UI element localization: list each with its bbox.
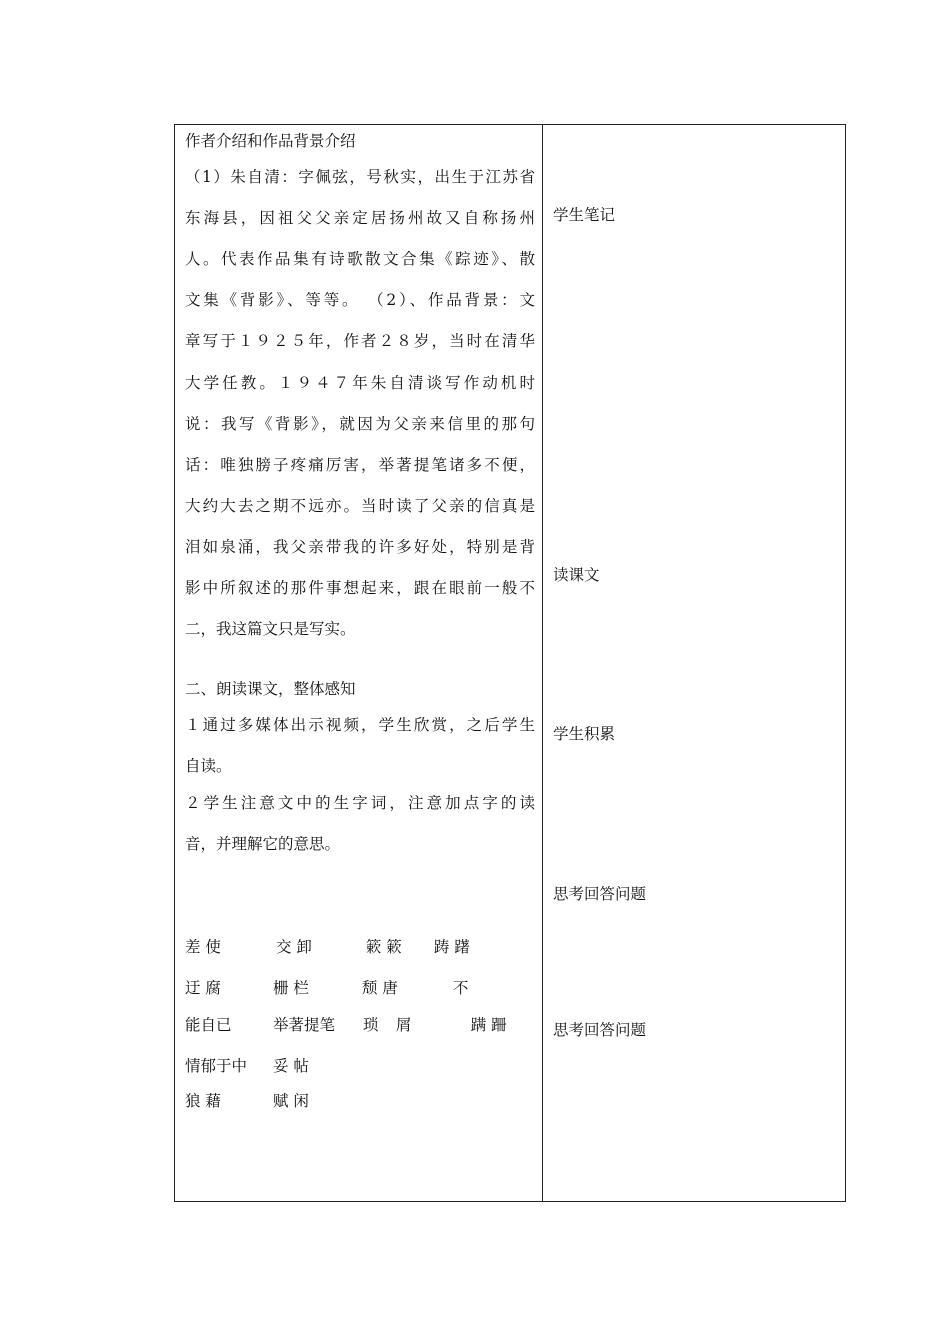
intro-line: 东海县，因祖父父亲定居扬州故又自称扬州: [185, 209, 535, 227]
vocab-word: 屑: [395, 1016, 412, 1034]
intro-line: 大学任教。１９４７年朱自清谈写作动机时: [185, 374, 535, 392]
vocab-word: 狼 藉: [185, 1092, 221, 1110]
step-line: 音，并理解它的意思。: [185, 835, 341, 853]
vocab-word: 赋 闲: [272, 1092, 309, 1110]
intro-line: 影中所叙述的那件事想起来，跟在眼前一般不: [185, 579, 535, 597]
vocab-row: [185, 976, 468, 998]
vocab-word: 情郁于中: [185, 1057, 248, 1075]
vocab-word: 琐: [362, 1016, 379, 1034]
vocab-word: 交 卸: [275, 938, 312, 956]
intro-line: 文集《背影》、等等。 （2）、作品背景：文: [185, 291, 535, 309]
vocab-row: [185, 1013, 507, 1035]
section-heading: 作者介绍和作品背景介绍: [185, 132, 356, 150]
vocab-word: 踌 躇: [433, 938, 470, 956]
column-divider: [542, 125, 543, 1201]
intro-line: 泪如泉涌，我父亲带我的许多好处，特别是背: [185, 538, 535, 556]
vocab-word: 举著提笔: [272, 1016, 335, 1034]
vocab-word: 不: [452, 979, 469, 997]
step-line: ２学生注意文中的生字词，注意加点字的读: [185, 794, 535, 812]
vocab-word: 颓 唐: [361, 979, 398, 997]
intro-line: 大约大去之期不远亦。当时读了父亲的信真是: [185, 497, 535, 515]
section-title: 二、朗读课文，整体感知: [185, 680, 356, 698]
vocab-word: 妥 帖: [272, 1057, 309, 1075]
activity-label: 思考回答问题: [553, 885, 647, 903]
step-line: １通过多媒体出示视频，学生欣赏，之后学生: [185, 716, 535, 734]
vocab-row: [185, 935, 470, 957]
activity-label: 学生积累: [553, 725, 616, 743]
lesson-table: [174, 124, 846, 1202]
intro-line: 人。代表作品集有诗歌散文合集《踪迹》、散: [185, 250, 535, 268]
step-line: 自读。: [185, 757, 232, 775]
intro-line: 说：我写《背影》，就因为父亲来信里的那句: [185, 415, 535, 433]
vocab-word: 差 使: [185, 938, 221, 956]
intro-line: 二，我这篇文只是写实。: [185, 620, 356, 638]
intro-line: （1）朱自清：字佩弦，号秋实，出生于江苏省: [185, 168, 535, 186]
vocab-word: 迂 腐: [185, 979, 221, 997]
vocab-word: 簌 簌: [365, 938, 402, 956]
vocab-row: [185, 1089, 309, 1111]
activity-label: 思考回答问题: [553, 1021, 647, 1039]
activity-label: 学生笔记: [553, 206, 616, 224]
vocab-row: [185, 1054, 309, 1076]
vocab-word: 栅 栏: [272, 979, 309, 997]
activity-label: 读课文: [553, 566, 600, 584]
vocab-word: 能自已: [185, 1016, 232, 1034]
intro-line: 话：唯独膀子疼痛厉害，举著提笔诸多不便，: [185, 456, 535, 474]
intro-line: 章写于１９２５年，作者２８岁，当时在清华: [185, 332, 535, 350]
vocab-word: 蹒 跚: [470, 1016, 507, 1034]
